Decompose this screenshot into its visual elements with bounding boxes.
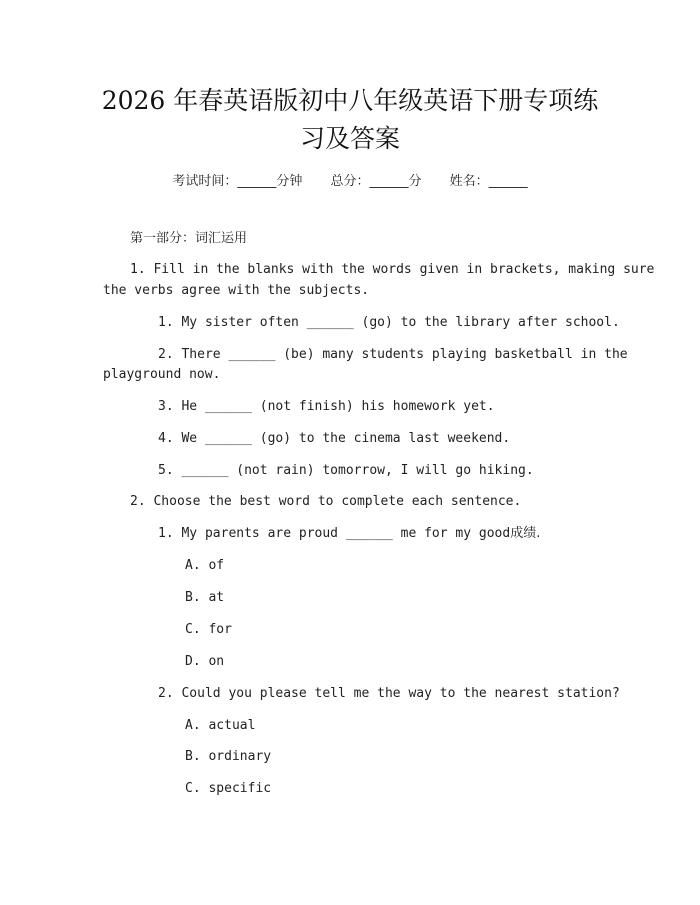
q1-item-2: 2. There ______ (be) many students playing basketball in the <box>158 347 628 362</box>
q2-sub2-stem: 2. Could you please tell me the way to the nearest station? <box>158 686 620 701</box>
total-score-field: 总分：______分 <box>330 174 422 189</box>
question-2-prompt: 2. Choose the best word to complete each sentence. <box>130 494 522 509</box>
q1-item-1: 1. My sister often ______ (go) to the library after school. <box>158 315 620 330</box>
document-title <box>90 82 610 158</box>
q2-sub2-option-a: A. actual <box>185 718 256 733</box>
q1-item-5: 5. ______ (not rain) tomorrow, I will go hiking. <box>158 463 534 478</box>
q1-item-4: 4. We ______ (go) to the cinema last weekend. <box>158 431 511 446</box>
exam-time-field: 考试时间：______分钟 <box>172 174 303 189</box>
q1-item-2-continued: playground now. <box>103 367 221 382</box>
question-1-line-1: 1. Fill in the blanks with the words given in brackets, making sure <box>130 262 655 277</box>
title-line-1: 2026 年春英语版初中八年级英语下册专项练 <box>101 86 599 115</box>
exam-info <box>0 170 700 189</box>
q2-sub2-option-c: C. specific <box>185 781 272 796</box>
student-name-field: 姓名：______ <box>449 174 528 189</box>
q2-sub1-option-d: D. on <box>185 654 225 669</box>
q2-sub1-stem <box>158 523 540 544</box>
section-heading: 第一部分：词汇运用 <box>130 231 248 246</box>
q2-sub1-stem-cjk: 成绩. <box>510 526 541 541</box>
title-line-2: 习及答案 <box>299 124 400 153</box>
question-1-line-2: the verbs agree with the subjects. <box>103 283 370 298</box>
q2-sub1-stem-text: 1. My parents are proud ______ me for my good <box>158 526 511 541</box>
q1-item-3: 3. He ______ (not finish) his homework yet. <box>158 399 495 414</box>
q2-sub1-option-b: B. at <box>185 590 225 605</box>
q2-sub2-option-b: B. ordinary <box>185 749 272 764</box>
q2-sub1-option-c: C. for <box>185 622 232 637</box>
q2-sub1-option-a: A. of <box>185 558 225 573</box>
